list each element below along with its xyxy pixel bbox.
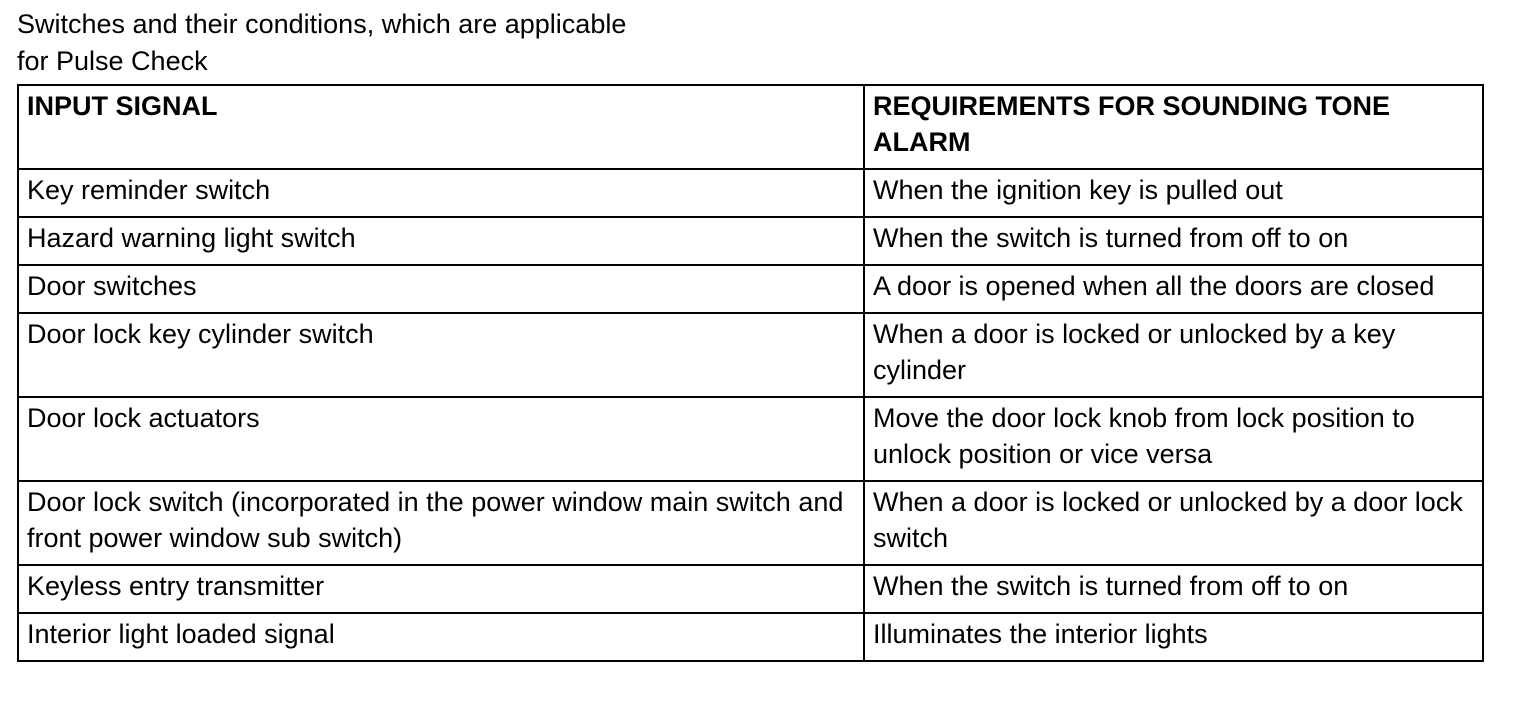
input-signal-cell: Keyless entry transmitter: [18, 565, 864, 613]
table-row: [18, 481, 1483, 565]
input-signal-cell: Door lock actuators: [18, 397, 864, 481]
input-signal-cell: Hazard warning light switch: [18, 217, 864, 265]
requirement-cell: When the switch is turned from off to on: [864, 217, 1483, 265]
table-row: [18, 313, 1483, 397]
requirement-cell: When the ignition key is pulled out: [864, 169, 1483, 217]
header-input-signal: INPUT SIGNAL: [18, 85, 864, 169]
requirement-cell: Move the door lock knob from lock position to unlock position or vice versa: [864, 397, 1483, 481]
table-header-row: [18, 85, 1483, 169]
input-signal-cell: Door lock switch (incorporated in the power window main switch and front power window sub switch): [18, 481, 864, 565]
table-row: [18, 397, 1483, 481]
document-caption: [17, 6, 777, 80]
table-row: [18, 169, 1483, 217]
caption-line-2: for Pulse Check: [17, 46, 208, 76]
requirement-cell: When a door is locked or unlocked by a key cylinder: [864, 313, 1483, 397]
input-signal-cell: Door lock key cylinder switch: [18, 313, 864, 397]
input-signal-cell: Key reminder switch: [18, 169, 864, 217]
table-row: [18, 613, 1483, 661]
table-row: [18, 217, 1483, 265]
pulse-check-switch-table: [17, 84, 1484, 662]
requirement-cell: Illuminates the interior lights: [864, 613, 1483, 661]
table-row: [18, 565, 1483, 613]
requirement-cell: When a door is locked or unlocked by a door lock switch: [864, 481, 1483, 565]
table-row: [18, 265, 1483, 313]
input-signal-cell: Interior light loaded signal: [18, 613, 864, 661]
input-signal-cell: Door switches: [18, 265, 864, 313]
requirement-cell: A door is opened when all the doors are closed: [864, 265, 1483, 313]
header-requirements: REQUIREMENTS FOR SOUNDING TONE ALARM: [864, 85, 1483, 169]
requirement-cell: When the switch is turned from off to on: [864, 565, 1483, 613]
caption-line-1: Switches and their conditions, which are applicable: [17, 9, 627, 39]
